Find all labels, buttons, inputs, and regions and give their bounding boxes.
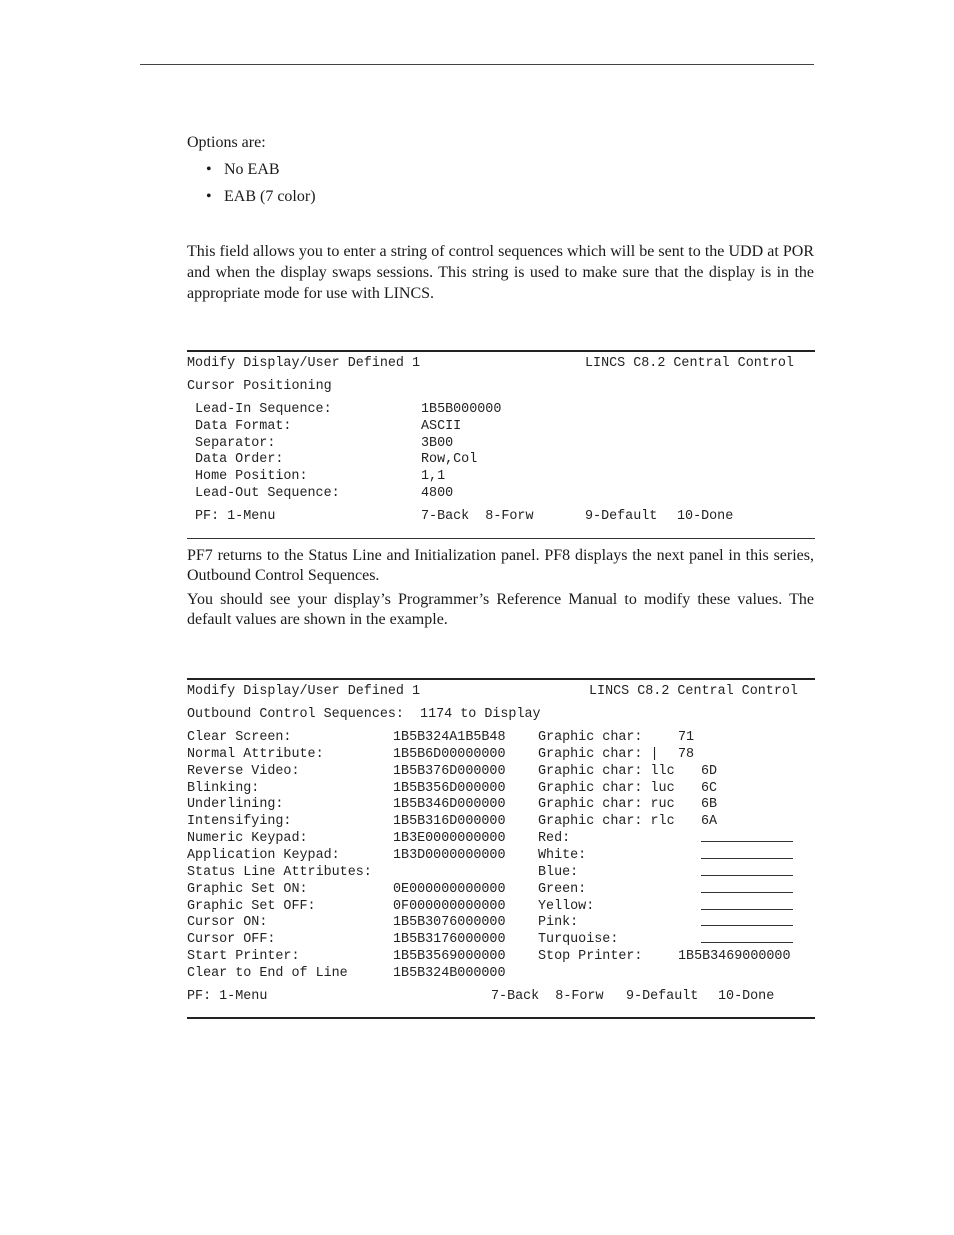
sequence-label: Cursor ON: — [187, 915, 268, 930]
sequence-value[interactable]: 1B3D0000000000 — [393, 848, 506, 863]
graphic-label: White: — [538, 848, 587, 863]
sequence-label: Start Printer: — [187, 949, 300, 964]
panel2-bottom-rule — [187, 1017, 815, 1019]
field-label: Data Format: — [195, 419, 292, 434]
sequence-value[interactable]: 1B5B6D00000000 — [393, 747, 506, 762]
field-description: This field allows you to enter a string of control sequences which will be sent to the UDD at POR and when the display swaps sessions. This string is used to make sure that the display is in the appropriate mode for use with LINCS. — [187, 243, 814, 302]
sequence-value[interactable]: 1B3E0000000000 — [393, 831, 506, 846]
graphic-label: Graphic char: — [538, 730, 643, 745]
graphic-label: Blue: — [538, 865, 579, 880]
pf-back-forw-keys[interactable]: 7-Back 8-Forw — [421, 509, 534, 524]
field-label: Data Order: — [195, 452, 284, 467]
color-entry-field[interactable] — [701, 865, 793, 881]
color-entry-field[interactable] — [701, 899, 793, 915]
pf-done-key[interactable]: 10-Done — [718, 989, 775, 1004]
graphic-value[interactable]: 1B5B3469000000 — [678, 949, 791, 964]
color-entry-field[interactable] — [701, 831, 793, 847]
sequence-value[interactable]: 1B5B346D000000 — [393, 797, 506, 812]
pf-menu-key[interactable]: PF: 1-Menu — [187, 989, 268, 1004]
sequence-label: Numeric Keypad: — [187, 831, 308, 846]
graphic-label: Yellow: — [538, 899, 595, 914]
graphic-value[interactable]: 6C — [701, 781, 718, 796]
field-value[interactable]: Row,Col — [421, 452, 478, 467]
panel1-title: Modify Display/User Defined 1 — [187, 356, 421, 371]
panel1-top-rule — [187, 350, 815, 352]
pf7-description: PF7 returns to the Status Line and Initialization panel. PF8 displays the next panel in this series, Outbound Control Sequences. — [187, 547, 814, 584]
sequence-label: Reverse Video: — [187, 764, 300, 779]
graphic-label: Red: — [538, 831, 571, 846]
graphic-value[interactable]: 6B — [701, 797, 718, 812]
sequence-value[interactable]: 1B5B356D000000 — [393, 781, 506, 796]
pf-done-key[interactable]: 10-Done — [677, 509, 734, 524]
sequence-value[interactable]: 1B5B3076000000 — [393, 915, 506, 930]
field-label: Lead-In Sequence: — [195, 402, 332, 417]
color-entry-field[interactable] — [701, 848, 793, 864]
color-entry-field[interactable] — [701, 882, 793, 898]
color-entry-field[interactable] — [701, 915, 793, 931]
sequence-value[interactable]: 0E000000000000 — [393, 882, 506, 897]
pf-menu-key[interactable]: PF: 1-Menu — [195, 509, 276, 524]
sequence-value[interactable]: 1B5B3569000000 — [393, 949, 506, 964]
graphic-label: Graphic char: llc — [538, 764, 675, 779]
field-value[interactable]: 1B5B000000 — [421, 402, 502, 417]
graphic-value[interactable]: 71 — [678, 730, 695, 745]
graphic-value[interactable]: 78 — [678, 747, 695, 762]
field-label: Lead-Out Sequence: — [195, 486, 340, 501]
pf-default-key[interactable]: 9-Default — [626, 989, 699, 1004]
field-value[interactable]: ASCII — [421, 419, 462, 434]
field-label: Separator: — [195, 436, 276, 451]
option-item: • No EAB — [206, 161, 280, 178]
panel1-product: LINCS C8.2 Central Control — [585, 356, 794, 371]
sequence-value[interactable]: 1B5B324B000000 — [393, 966, 506, 981]
sequence-label: Application Keypad: — [187, 848, 340, 863]
panel1-subtitle: Cursor Positioning — [187, 379, 332, 394]
sequence-label: Clear to End of Line — [187, 966, 348, 981]
options-heading: Options are: — [187, 134, 266, 151]
panel2-top-rule — [187, 678, 815, 680]
graphic-label: Graphic char: | — [538, 747, 659, 762]
graphic-label: Pink: — [538, 915, 579, 930]
graphic-label: Graphic char: luc — [538, 781, 675, 796]
sequence-label: Status Line Attributes: — [187, 865, 372, 880]
graphic-value[interactable]: 6A — [701, 814, 718, 829]
bullet-icon: • — [206, 188, 212, 205]
panel2-product: LINCS C8.2 Central Control — [589, 684, 798, 699]
field-value[interactable]: 4800 — [421, 486, 454, 501]
field-value[interactable]: 3B00 — [421, 436, 454, 451]
pf-default-key[interactable]: 9-Default — [585, 509, 658, 524]
option-item: • EAB (7 color) — [206, 188, 316, 205]
panel2-subtitle: Outbound Control Sequences: 1174 to Display — [187, 707, 541, 722]
sequence-label: Normal Attribute: — [187, 747, 324, 762]
pf-back-forw-keys[interactable]: 7-Back 8-Forw — [491, 989, 604, 1004]
graphic-label: Graphic char: rlc — [538, 814, 675, 829]
sequence-label: Graphic Set ON: — [187, 882, 308, 897]
field-label: Home Position: — [195, 469, 308, 484]
graphic-label: Graphic char: ruc — [538, 797, 675, 812]
sequence-label: Graphic Set OFF: — [187, 899, 316, 914]
panel1-bottom-rule — [187, 538, 815, 539]
color-entry-field[interactable] — [701, 932, 793, 948]
panel2-title: Modify Display/User Defined 1 — [187, 684, 421, 699]
field-value[interactable]: 1,1 — [421, 469, 446, 484]
manual-reference: You should see your display’s Programmer’s Reference Manual to modify these values. The default values are shown in the example. — [187, 591, 814, 628]
sequence-value[interactable]: 0F000000000000 — [393, 899, 506, 914]
graphic-label: Stop Printer: — [538, 949, 643, 964]
sequence-label: Clear Screen: — [187, 730, 292, 745]
page-header-rule — [140, 64, 814, 65]
sequence-value[interactable]: 1B5B376D000000 — [393, 764, 506, 779]
graphic-label: Green: — [538, 882, 587, 897]
sequence-label: Intensifying: — [187, 814, 292, 829]
graphic-value[interactable]: 6D — [701, 764, 718, 779]
sequence-label: Cursor OFF: — [187, 932, 276, 947]
bullet-icon: • — [206, 161, 212, 178]
graphic-label: Turquoise: — [538, 932, 619, 947]
sequence-value[interactable]: 1B5B3176000000 — [393, 932, 506, 947]
sequence-value[interactable]: 1B5B316D000000 — [393, 814, 506, 829]
sequence-value[interactable]: 1B5B324A1B5B48 — [393, 730, 506, 745]
sequence-label: Underlining: — [187, 797, 284, 812]
sequence-label: Blinking: — [187, 781, 260, 796]
